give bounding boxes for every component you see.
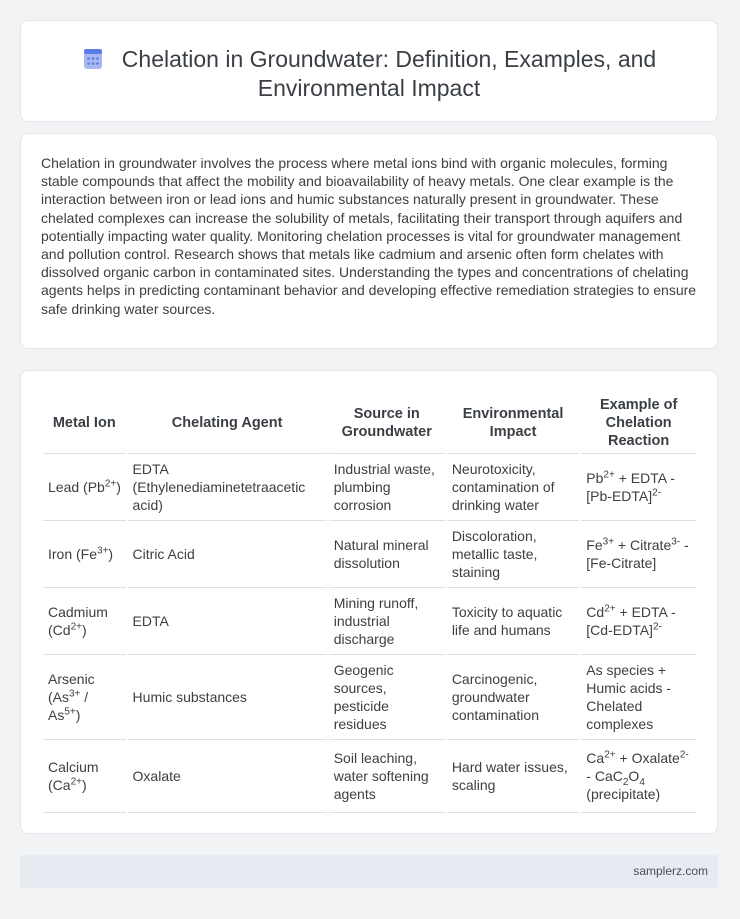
cell-metal: Iron $(Fe^{3+})$ <box>43 521 126 588</box>
title-card <box>20 20 718 122</box>
cell-reaction: As species + Humic acids - Chelated complexes <box>581 655 696 740</box>
cell-metal: Lead $(Pb^{2+})$ <box>43 454 126 521</box>
cell-impact: Hard water issues, scaling <box>447 740 579 813</box>
cell-metal: Cadmium $(Cd^{2+})$ <box>43 588 126 655</box>
cell-reaction: $Ca^{2+}$ + Oxalate$^{2-}$ - $CaC_2O_4$ (precipitate) <box>581 740 696 813</box>
header-source: Source in Groundwater <box>329 393 445 454</box>
page-title <box>21 45 717 103</box>
chelation-table <box>41 393 698 813</box>
header-reaction: Example of Chelation Reaction <box>581 393 696 454</box>
document-icon <box>82 48 104 70</box>
footer-site-link[interactable]: samplerz.com <box>633 864 708 878</box>
cell-impact: Toxicity to aquatic life and humans <box>447 588 579 655</box>
cell-source: Mining runoff, industrial discharge <box>329 588 445 655</box>
cell-agent: EDTA (Ethylenediaminetetraacetic acid) <box>128 454 327 521</box>
cell-source: Natural mineral dissolution <box>329 521 445 588</box>
intro-card <box>20 133 718 349</box>
header-chelating-agent: Chelating Agent <box>128 393 327 454</box>
header-impact: Environmental Impact <box>447 393 579 454</box>
cell-agent: Citric Acid <box>128 521 327 588</box>
cell-metal: Calcium $(Ca^{2+})$ <box>43 740 126 813</box>
footer <box>20 855 718 888</box>
table-card <box>20 370 718 834</box>
cell-reaction: $Cd^{2+}$ + EDTA - [Cd-EDTA]$^{2-}$ <box>581 588 696 655</box>
cell-impact: Neurotoxicity, contamination of drinking water <box>447 454 579 521</box>
cell-reaction: $Pb^{2+}$ + EDTA - [Pb-EDTA]$^{2-}$ <box>581 454 696 521</box>
cell-agent: Oxalate <box>128 740 327 813</box>
cell-source: Geogenic sources, pesticide residues <box>329 655 445 740</box>
header-metal-ion: Metal Ion <box>43 393 126 454</box>
table-row <box>43 454 696 521</box>
table-row <box>43 521 696 588</box>
table-row <box>43 740 696 813</box>
cell-agent: EDTA <box>128 588 327 655</box>
page-title-text: Chelation in Groundwater: Definition, Examples, and Environmental Impact <box>121 46 657 101</box>
cell-source: Soil leaching, water softening agents <box>329 740 445 813</box>
cell-impact: Carcinogenic, groundwater contamination <box>447 655 579 740</box>
cell-impact: Discoloration, metallic taste, staining <box>447 521 579 588</box>
table-row <box>43 655 696 740</box>
table-header-row <box>43 393 696 454</box>
intro-paragraph: Chelation in groundwater involves the process where metal ions bind with organic molecules, forming stable compounds that affect the mobility and bioavailability of heavy metals. One clear example is the interaction between iron or lead ions and humic substances naturally present in groundwater. These chelated complexes can increase the solubility of metals, facilitating their transport through aquifers and potentially impacting water quality. Monitoring chelation processes is vital for groundwater management and pollution control. Research shows that metals like cadmium and arsenic often form chelates with dissolved organic carbon in contaminated sites. Understanding the types and concentrations of chelating agents helps in predicting contaminant behavior and developing effective remediation strategies to ensure safe drinking water sources. <box>41 155 697 317</box>
cell-reaction: $Fe^{3+}$ + Citrate$^{3-}$ - [Fe-Citrate] <box>581 521 696 588</box>
cell-metal: Arsenic $(As^{3+} / As^{5+})$ <box>43 655 126 740</box>
cell-source: Industrial waste, plumbing corrosion <box>329 454 445 521</box>
table-row <box>43 588 696 655</box>
cell-agent: Humic substances <box>128 655 327 740</box>
